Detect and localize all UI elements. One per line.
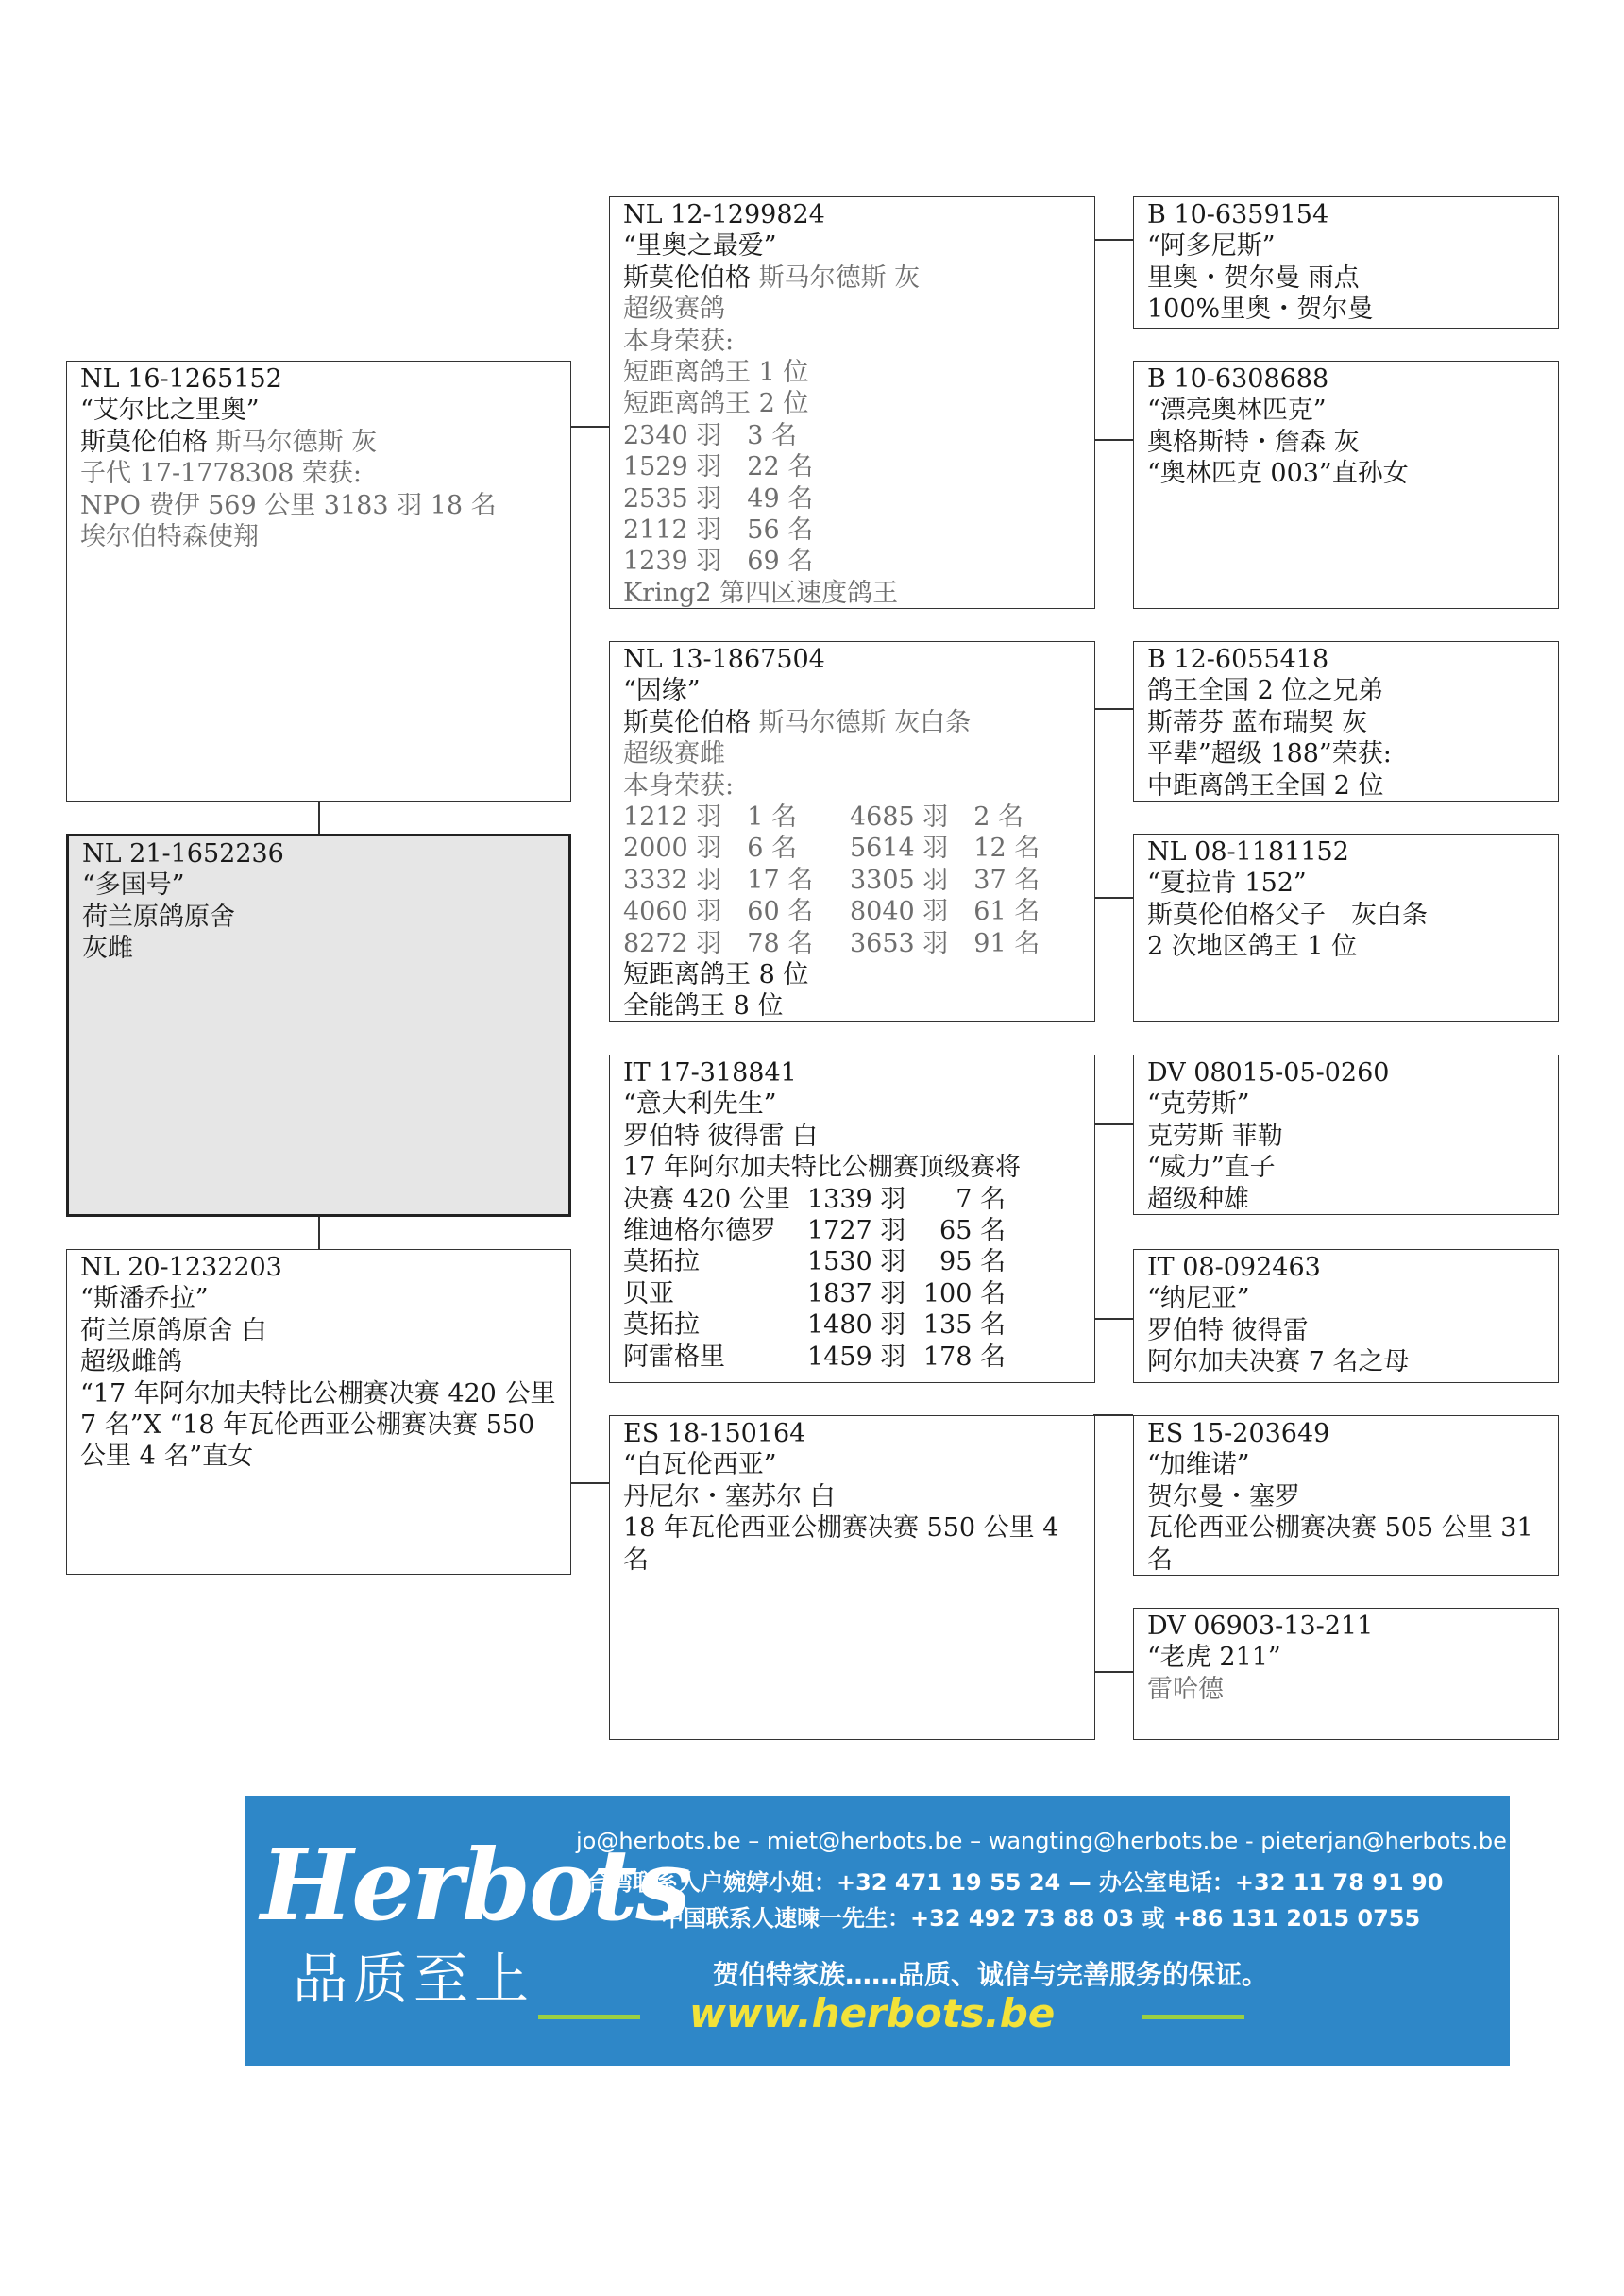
dsd-box	[1133, 1249, 1559, 1383]
result: 1529 羽 22 名	[623, 452, 814, 482]
title: 超级赛鸽	[623, 295, 725, 325]
ring-number: ES 15-203649	[1147, 1419, 1330, 1448]
result-row: 4060 羽 60 名 8040 羽 61 名	[623, 897, 1040, 927]
pigeon-name: “阿多尼斯”	[1147, 231, 1276, 262]
result: 短距离鸽王 8 位	[623, 960, 809, 990]
connector	[1093, 1318, 1133, 1320]
pigeon-name: “纳尼亚”	[1147, 1284, 1250, 1314]
result: 全能鸽王 8 位	[623, 991, 784, 1021]
ring-number: NL 16-1265152	[80, 364, 282, 394]
ring-number: ES 18-150164	[623, 1419, 806, 1448]
dam-sire-box	[609, 1055, 1095, 1383]
ring-number: NL 21-1652236	[82, 839, 284, 869]
pigeon-name: “因缘”	[623, 676, 701, 706]
pigeon-name: “克劳斯”	[1147, 1089, 1250, 1120]
ring-number: B 10-6359154	[1147, 200, 1329, 229]
connector	[1093, 439, 1133, 441]
ring-number: DV 08015-05-0260	[1147, 1058, 1390, 1088]
sds-box	[1133, 641, 1559, 802]
ring-number: B 10-6308688	[1147, 364, 1329, 394]
note: 2 次地区鸽王 1 位	[1147, 932, 1358, 962]
ring-number: NL 12-1299824	[623, 200, 825, 229]
breeder: 雷哈德	[1147, 1674, 1224, 1704]
connector	[1093, 239, 1133, 241]
ddd-box	[1133, 1608, 1559, 1740]
breeder: 里奥・贺尔曼 雨点	[1147, 262, 1360, 293]
breeder: 贺尔曼・塞罗	[1147, 1481, 1300, 1511]
website-link[interactable]: www.herbots.be	[689, 1990, 1056, 2036]
connector	[569, 1482, 609, 1484]
pigeon-name: “加维诺”	[1147, 1450, 1250, 1480]
pigeon-name: “多国号”	[82, 870, 185, 901]
note: 中距离鸽王全国 2 位	[1147, 770, 1384, 801]
result: 1239 羽 69 名	[623, 547, 814, 577]
pigeon-name: “白瓦伦西亚”	[623, 1450, 777, 1480]
breeder: 荷兰原鸽原舍	[82, 902, 235, 932]
accent-bar	[1142, 2015, 1244, 2019]
email-list: jo@herbots.be – miet@herbots.be – wangting@herbots.be - pieterjan@herbots.be	[576, 1828, 1507, 1854]
note: “奥林匹克 003”直孙女	[1147, 459, 1409, 489]
accent-bar	[538, 2015, 640, 2019]
result: 2112 羽 56 名	[623, 515, 814, 546]
ring-number: NL 08-1181152	[1147, 837, 1349, 867]
result: 2535 羽 49 名	[623, 483, 814, 514]
breeder: 丹尼尔・塞苏尔 白	[623, 1481, 836, 1511]
honors-label: 本身荣获:	[623, 770, 735, 801]
pigeon-name: “意大利先生”	[623, 1089, 777, 1120]
result-row: 1212 羽 1 名 4685 羽 2 名	[623, 802, 1024, 833]
result-row: 阿雷格里 1459 羽 178 名	[623, 1342, 1006, 1372]
title: 超级赛雌	[623, 739, 725, 769]
note: 鸽王全国 2 位之兄弟	[1147, 676, 1384, 706]
herbots-logo: Herbots	[261, 1827, 689, 1943]
breeder: 克劳斯 菲勒	[1147, 1121, 1283, 1151]
result-row: 8272 羽 78 名 3653 羽 91 名	[623, 928, 1040, 958]
ring-number: IT 17-318841	[623, 1058, 797, 1088]
result-row: 贝亚 1837 羽 100 名	[623, 1278, 1006, 1308]
note: 子代 17-1778308 荣获:	[80, 459, 362, 489]
result-row: 3332 羽 17 名 3305 羽 37 名	[623, 865, 1040, 895]
pigeon-name: “夏拉肯 152”	[1147, 869, 1307, 899]
note: 埃尔伯特森使翔	[80, 522, 259, 552]
strain: 斯莫伦伯格 斯马尔德斯 灰白条	[623, 707, 972, 737]
result-row: 决赛 420 公里 1339 羽 7 名	[623, 1184, 1006, 1214]
pigeon-name: “老虎 211”	[1147, 1643, 1281, 1673]
connector	[569, 426, 609, 428]
note: 100%里奥・贺尔曼	[1147, 295, 1374, 325]
achievement: “17 年阿尔加夫特比公棚赛决赛 420 公里 7 名”X “18 年瓦伦西亚公棚赛决赛 550 公里 4 名”直女	[80, 1378, 556, 1472]
pigeon-name: “漂亮奥林匹克”	[1147, 396, 1327, 426]
sss-box	[1133, 196, 1559, 329]
sire-sire-box	[609, 196, 1095, 609]
breeder: 罗伯特 彼得雷 白	[623, 1121, 819, 1151]
herbots-banner	[245, 1796, 1510, 2066]
ring-number: DV 06903-13-211	[1147, 1612, 1374, 1641]
breeder: 斯莫伦伯格父子 灰白条	[1147, 900, 1428, 930]
ring-number: B 12-6055418	[1147, 645, 1329, 674]
connector	[1093, 1671, 1133, 1673]
strain: 斯莫伦伯格 斯马尔德斯 灰	[80, 427, 378, 457]
pigeon-name: “斯潘乔拉”	[80, 1284, 209, 1314]
sire-dam-box	[609, 641, 1095, 1022]
achievement: 18 年瓦伦西亚公棚赛决赛 550 公里 4 名	[623, 1513, 1059, 1575]
ring-number: IT 08-092463	[1147, 1253, 1321, 1282]
breeder: 斯蒂芬 蓝布瑞契 灰	[1147, 707, 1368, 737]
achievement: 瓦伦西亚公棚赛决赛 505 公里 31 名	[1147, 1513, 1533, 1575]
ssd-box	[1133, 361, 1559, 609]
connector	[1093, 1123, 1133, 1125]
note: 平辈”超级 188”荣获:	[1147, 739, 1392, 769]
taiwan-contact: 台湾联系人户婉婷小姐：+32 471 19 55 24 — 办公室电话：+32 11 78 91 90	[587, 1869, 1444, 1896]
result: 2340 羽 3 名	[623, 420, 798, 450]
sire-box	[66, 361, 571, 802]
dam-box	[66, 1249, 571, 1575]
pigeon-name: “艾尔比之里奥”	[80, 396, 260, 426]
result-row: 2000 羽 6 名 5614 羽 12 名	[623, 834, 1040, 864]
connector	[1093, 897, 1133, 899]
title: 超级雌鸽	[80, 1347, 182, 1377]
result-row: 莫拓拉 1530 羽 95 名	[623, 1247, 1006, 1277]
subject-box	[66, 834, 571, 1217]
dss-box	[1133, 1055, 1559, 1215]
pigeon-name: “里奥之最爱”	[623, 231, 777, 262]
sdd-box	[1133, 834, 1559, 1022]
note: 阿尔加夫决赛 7 名之母	[1147, 1347, 1410, 1377]
connector	[318, 1215, 320, 1249]
dds-box	[1133, 1415, 1559, 1576]
china-contact: 中国联系人速暕一先生：+32 492 73 88 03 或 +86 131 2015 0755	[661, 1905, 1421, 1932]
ring-number: NL 13-1867504	[623, 645, 825, 674]
breeder: 奥格斯特・詹森 灰	[1147, 427, 1360, 457]
note: 超级种雄	[1147, 1184, 1249, 1214]
result: 短距离鸽王 2 位	[623, 389, 809, 419]
connector	[1093, 1414, 1133, 1416]
result: 短距离鸽王 1 位	[623, 358, 809, 388]
dam-dam-box	[609, 1415, 1095, 1740]
ring-number: NL 20-1232203	[80, 1253, 282, 1282]
honors-label: 本身荣获:	[623, 326, 735, 356]
result: Kring2 第四区速度鸽王	[623, 578, 899, 608]
strain: 斯莫伦伯格 斯马尔德斯 灰	[623, 262, 921, 293]
result-row: 维迪格尔德罗 1727 羽 65 名	[623, 1216, 1006, 1246]
note: NPO 费伊 569 公里 3183 羽 18 名	[80, 490, 497, 520]
color: 灰雌	[82, 934, 133, 964]
result-row: 莫拓拉 1480 羽 135 名	[623, 1310, 1006, 1341]
title: 17 年阿尔加夫特比公棚赛顶级赛将	[623, 1153, 1021, 1183]
breeder: 罗伯特 彼得雷	[1147, 1315, 1309, 1345]
connector	[1093, 708, 1133, 710]
breeder: 荷兰原鸽原舍 白	[80, 1315, 267, 1345]
connector	[318, 800, 320, 834]
slogan: 品质至上	[293, 1947, 535, 2011]
note: “威力”直子	[1147, 1153, 1276, 1183]
motto: 贺伯特家族……品质、诚信与完善服务的保证。	[713, 1959, 1269, 1990]
